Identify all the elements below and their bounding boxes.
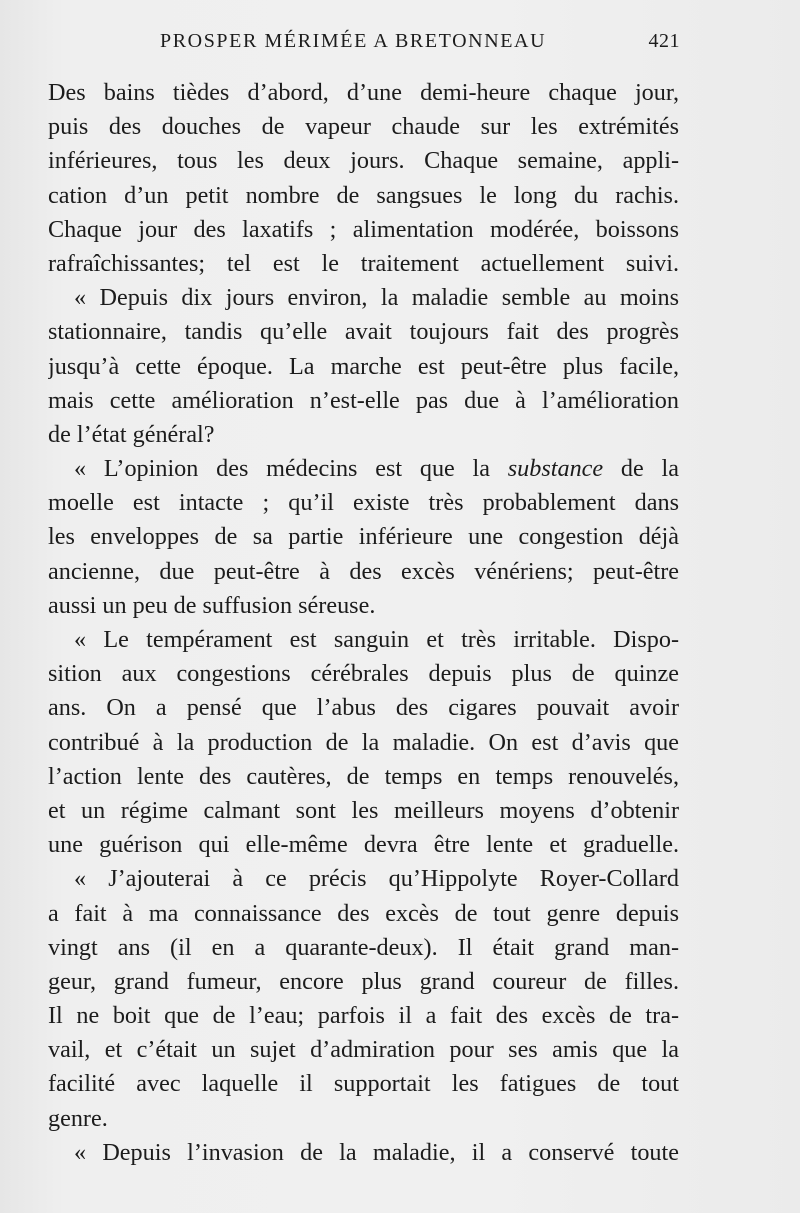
text-line: jusqu’à cette époque. La marche est peut-être plus facile, [48,352,679,380]
text-line: de l’état général? [48,420,215,448]
text-line: a fait à ma connaissance des excès de tout genre depuis [48,899,679,927]
text-line: mais cette amélioration n’est-elle pas due à l’amélioration [48,386,679,414]
text-line: vingt ans (il en a quarante-deux). Il était grand man- [48,933,679,961]
text-line: ancienne, due peut-être à des excès vénériens; peut-être [48,557,679,585]
text-line: Des bains tièdes d’abord, d’une demi-heure chaque jour, [48,79,679,106]
text-line: rafraîchissantes; tel est le traitement actuellement suivi. [48,249,679,277]
text-line: « J’ajouterai à ce précis qu’Hippolyte Royer-Collard [74,865,679,893]
text-line: stationnaire, tandis qu’elle avait toujours fait des progrès [48,318,679,346]
text-line: vail, et c’était un sujet d’admiration pour ses amis que la [48,1036,679,1064]
text-line: « L’opinion des médecins est que la substance de la [74,455,679,483]
text-line: geur, grand fumeur, encore plus grand coureur de filles. [48,967,679,995]
text-line: facilité avec laquelle il supportait les fatigues de tout [48,1070,679,1098]
text-line: et un régime calmant sont les meilleurs moyens d’obtenir [48,796,679,824]
text-line: genre. [48,1104,108,1132]
text-line: moelle est intacte ; qu’il existe très probablement dans [48,489,679,517]
text-line: sition aux congestions cérébrales depuis plus de quinze [48,660,679,688]
text-line: Chaque jour des laxatifs ; alimentation modérée, boissons [48,215,679,243]
text-line: aussi un peu de suffusion séreuse. [48,591,376,619]
text-line: les enveloppes de sa partie inférieure une congestion déjà [48,523,679,551]
page-number: 421 [648,30,680,52]
emphasized-word: substance [507,455,604,483]
text-line: « Depuis dix jours environ, la maladie semble au moins [74,284,679,312]
text-line: Il ne boit que de l’eau; parfois il a fait des excès de tra- [48,1002,679,1030]
text-line: l’action lente des cautères, de temps en temps renouvelés, [48,762,679,790]
text-line: inférieures, tous les deux jours. Chaque semaine, appli- [48,147,679,175]
page-header [160,30,680,60]
text-line: « Le tempérament est sanguin et très irritable. Dispo- [74,626,679,653]
text-line: cation d’un petit nombre de sangsues le long du rachis. [48,181,679,209]
text-line: « Depuis l’invasion de la maladie, il a conservé toute [74,1138,679,1166]
text-line: contribué à la production de la maladie. On est d’avis que [48,728,679,756]
text-line: puis des douches de vapeur chaude sur les extrémités [48,113,679,141]
body-text [48,76,679,1170]
running-title: PROSPER MÉRIMÉE A BRETONNEAU [160,30,547,52]
text-line: ans. On a pensé que l’abus des cigares pouvait avoir [48,694,679,722]
text-line: une guérison qui elle-même devra être lente et graduelle. [48,831,679,859]
